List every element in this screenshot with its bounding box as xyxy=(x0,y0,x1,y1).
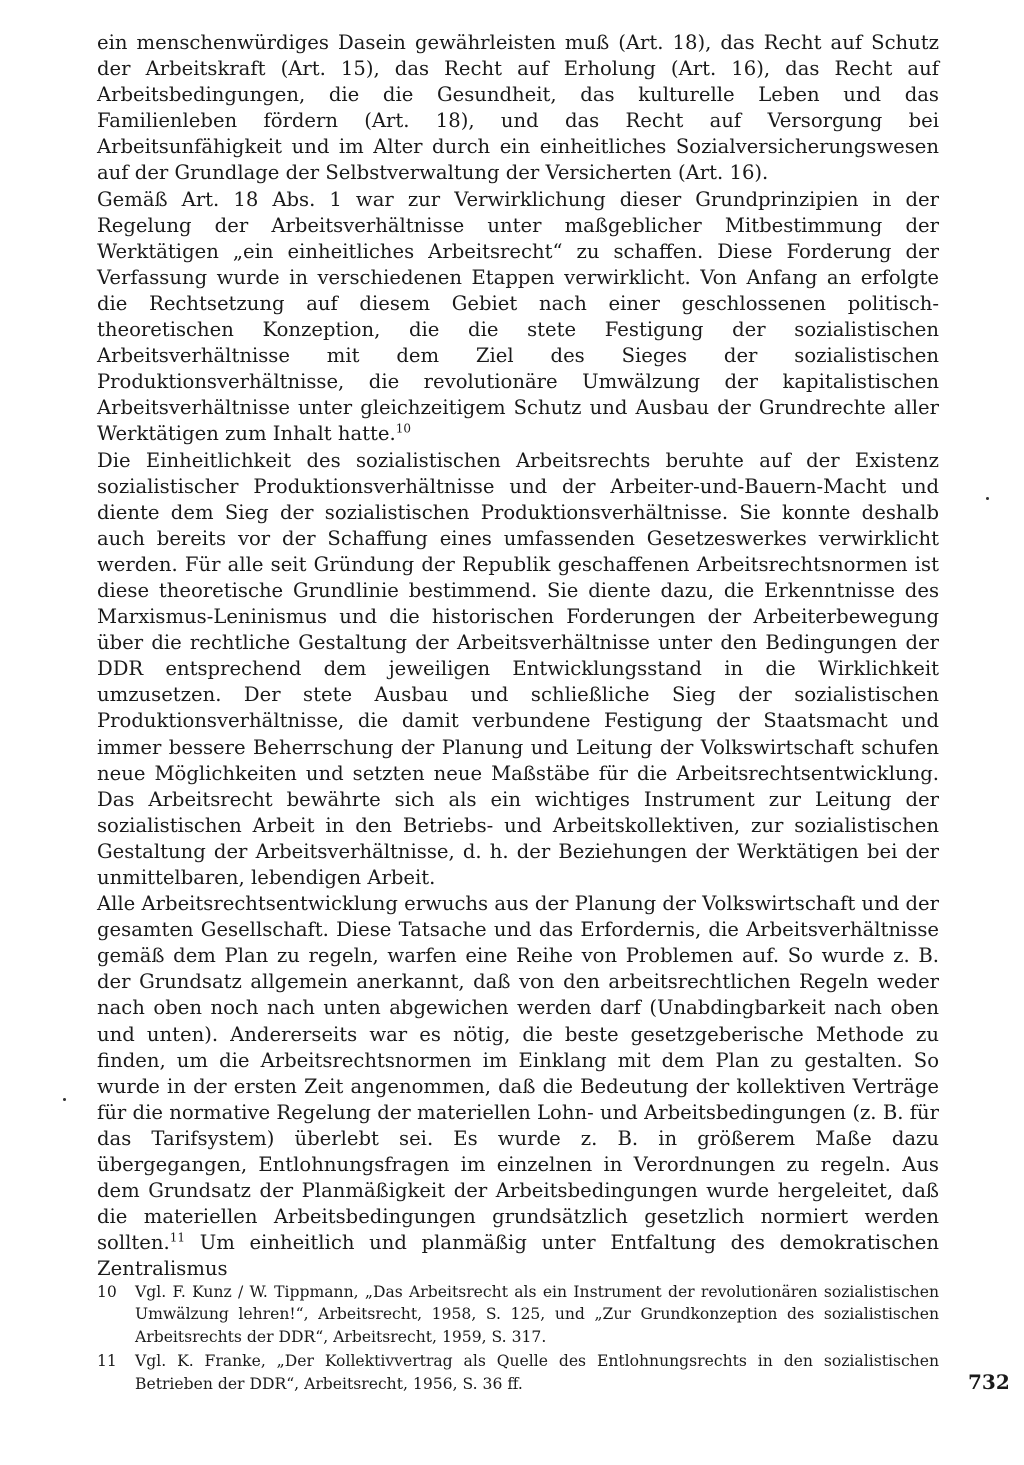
footnote-number: 11 xyxy=(97,1352,117,1371)
paragraph-1-text: ein menschenwürdiges Dasein gewährleisten muß (Art. 18), das Recht auf Schutz der Arbeitskraft (Art. 15), das Recht auf Erholung (Art. 16), das Recht auf Arbeitsbedingungen, die die Gesundheit, das kulturelle Leben und das Familienleben fördern (Art. 18), und das Recht auf Versorgung bei Arbeitsunfähigkeit und im Alter durch ein einheitliches Sozialversicherungswesen auf der Grundlage der Selbstverwaltung der Versicherten (Art. 16). xyxy=(97,31,939,185)
paragraph-2-text: Gemäß Art. 18 Abs. 1 war zur Verwirklichung dieser Grundprinzipien in der Regelung der Arbeitsverhältnisse unter maßgeblicher Mitbestimmung der Werktätigen „ein einheitliches Arbeitsrecht“ zu schaffen. Diese Forderung der Verfassung wurde in verschiedenen Etappen verwirklicht. Von Anfang an erfolgte die Rechtsetzung auf diesem Gebiet nach einer geschlossenen politisch-theoretischen Konzeption, die die stete Festigung der sozialistischen Arbeitsverhältnisse mit dem Ziel des Sieges der sozialistischen Produktionsverhältnisse, die revolutionäre Umwälzung der kapitalistischen Arbeitsverhältnisse unter gleichzeitigem Schutz und Ausbau der Grundrechte aller Werktätigen zum Inhalt hatte. xyxy=(97,187,939,446)
paragraph-4 xyxy=(97,891,939,1282)
paragraph-2 xyxy=(97,187,939,448)
paragraph-4-text: Alle Arbeitsrechtsentwicklung erwuchs aus der Planung der Volkswirtschaft und der gesamten Gesellschaft. Diese Tatsache und das Erfordernis, die Arbeitsverhältnisse gemäß dem Plan zu regeln, warfen eine Reihe von Problemen auf. So wurde z. B. der Grundsatz allgemein anerkannt, daß von den arbeitsrechtlichen Regeln weder nach oben noch nach unten abgewichen werden darf (Unabdingbarkeit nach oben und unten). Andererseits war es nötig, die beste gesetzgeberische Methode zu finden, um die Arbeitsrechtsnormen im Einklang mit dem Plan zu gestalten. So wurde in der ersten Zeit angenommen, daß die Bedeutung der kollektiven Verträge für die normative Regelung der materiellen Lohn- und Arbeitsbedingungen (z. B. für das Tarifsystem) überlebt sei. Es wurde z. B. in größerem Maße dazu übergegangen, Entlohnungsfragen im einzelnen in Verordnungen zu regeln. Aus dem Grundsatz der Planmäßigkeit der Arbeitsbedingungen wurde hergeleitet, daß die materiellen Arbeitsbedingungen grundsätzlich gesetzlich normiert werden sollten. xyxy=(97,892,939,1255)
paragraph-3-text: Die Einheitlichkeit des sozialistischen Arbeitsrechts beruhte auf der Existenz sozialistischer Produktionsverhältnisse und der Arbeiter-und-Bauern-Macht und diente dem Sieg der sozialistischen Produktionsverhältnisse. Sie konnte deshalb auch bereits vor der Schaffung eines umfassenden Gesetzeswerkes verwirklicht werden. Für alle seit Gründung der Republik geschaffenen Arbeitsrechtsnormen ist diese theoretische Grundlinie bestimmend. Sie diente dazu, die Erkenntnisse des Marxismus-Leninismus und die historischen Forderungen der Arbeiterbewegung über die rechtliche Gestaltung der Arbeitsverhältnisse unter den Bedingungen der DDR entsprechend dem jeweiligen Entwicklungsstand in die Wirklichkeit umzusetzen. Der stete Ausbau und schließliche Sieg der sozialistischen Produktionsverhältnisse, die damit verbundene Festigung der Staatsmacht und immer bessere Beherrschung der Planung und Leitung der Volkswirtschaft schufen neue Möglichkeiten und setzten neue Maßstäbe für die Arbeitsrechtsentwicklung. Das Arbeitsrecht bewährte sich als ein wichtiges Instrument zur Leitung der sozialistischen Arbeit in den Betriebs- und Arbeitskollektiven, zur sozialistischen Gestaltung der Arbeitsverhältnisse, d. h. der Beziehungen der Werktätigen bei der unmittelbaren, lebendigen Arbeit. xyxy=(97,448,939,889)
footnotes xyxy=(97,1281,939,1397)
paragraph-4-continuation: Um einheitlich und planmäßig unter Entfaltung des demokratischen Zentralismus xyxy=(97,1231,940,1281)
footnote-ref-11[interactable]: 11 xyxy=(169,1230,185,1245)
margin-mark xyxy=(63,1098,66,1101)
margin-mark xyxy=(986,497,989,500)
footnote-11 xyxy=(97,1350,939,1395)
footnote-text: Vgl. K. Franke, „Der Kollektivvertrag als Quelle des Entlohnungsrechts in den sozialistischen Betrieben der DDR“, Arbeitsrecht, 1956, S. 36 ff. xyxy=(135,1352,939,1393)
body-text xyxy=(97,30,939,1283)
footnote-10 xyxy=(97,1281,939,1348)
footnote-text: Vgl. F. Kunz / W. Tippmann, „Das Arbeitsrecht als ein Instrument der revolutionären sozialistischen Umwälzung lehren!“, Arbeitsrecht, 1958, S. 125, und „Zur Grundkonzeption des sozialistischen Arbeitsrechts der DDR“, Arbeitsrecht, 1959, S. 317. xyxy=(135,1283,939,1346)
footnote-ref-10[interactable]: 10 xyxy=(395,421,411,436)
footnote-number: 10 xyxy=(97,1283,117,1301)
page-number: 732 xyxy=(968,1370,1010,1394)
paragraph-3 xyxy=(97,448,939,892)
paragraph-1 xyxy=(97,30,939,187)
